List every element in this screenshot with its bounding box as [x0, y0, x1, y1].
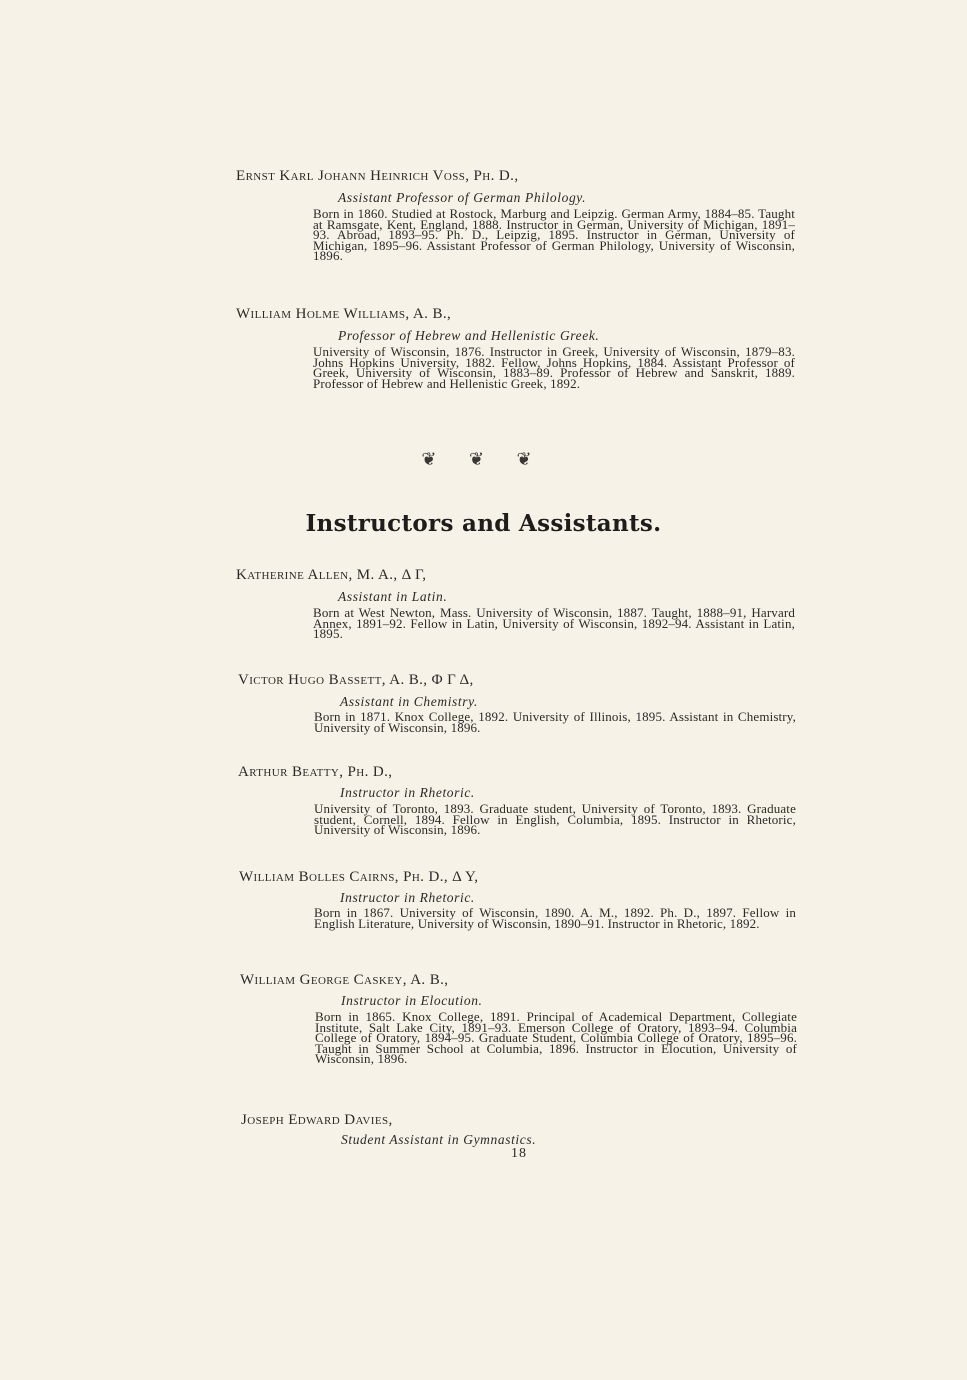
entry-bio: University of Wisconsin, 1876. Instructor in Greek, University of Wisconsin, 1879–83. Johns Hopkins University, 1882. Fellow, Johns Hopkins, 1884. Assistant Professor of Greek, University of Wisconsin, 1883–89. Professor of Hebrew and Sanskrit, 1889. Professor of Hebrew and Hellenistic Greek, 1892. [313, 344, 795, 391]
entry-name: Katherine Allen, M. A., Δ Γ, [236, 567, 427, 583]
entry-bio: Born in 1871. Knox College, 1892. University of Illinois, 1895. Assistant in Chemistry, University of Wisconsin, 1896. [314, 709, 796, 735]
entry-title: Instructor in Rhetoric. [340, 890, 475, 905]
entry-title: Student Assistant in Gymnastics. [341, 1132, 537, 1147]
entry-title: Assistant in Chemistry. [340, 694, 478, 709]
page-number: 18 [511, 1146, 527, 1161]
entry-name: William George Caskey, A. B., [240, 972, 449, 988]
entry-bio: Born at West Newton, Mass. University of Wisconsin, 1887. Taught, 1888–91, Harvard Annex, 1891–92. Fellow in Latin, University of Wisconsin, 1892–94. Assistant in Latin, 1895. [313, 605, 795, 642]
entry-name: Joseph Edward Davies, [241, 1112, 393, 1128]
entry-name: William Holme Williams, A. B., [236, 306, 452, 322]
entry-title: Professor of Hebrew and Hellenistic Greek. [338, 328, 600, 343]
entry-title: Assistant in Latin. [338, 589, 448, 604]
entry-name: William Bolles Cairns, Ph. D., Δ Υ, [239, 869, 479, 885]
entry-title: Assistant Professor of German Philology. [338, 190, 587, 205]
entry-bio: Born in 1860. Studied at Rostock, Marburg and Leipzig. German Army, 1884–85. Taught at Ramsgate, Kent, England, 1888. Instructor in German, University of Michigan, 1891–93. Abroad, 1893–95. Ph. D., Leipzig, 1895. Instructor in German, University of Michigan, 1895–96. Assistant Professor of German Philology, University of Wisconsin, 1896. [313, 206, 795, 264]
entry-bio: University of Toronto, 1893. Graduate student, University of Toronto, 1893. Graduate student, Cornell, 1894. Fellow in English, Columbia, 1895. Instructor in Rhetoric, University of Wisconsin, 1896. [314, 801, 796, 838]
entry-title: Instructor in Rhetoric. [340, 785, 475, 800]
entry-title: Instructor in Elocution. [341, 993, 483, 1008]
entry-bio: Born in 1867. University of Wisconsin, 1890. A. M., 1892. Ph. D., 1897. Fellow in English Literature, University of Wisconsin, 1890–91. Instructor in Rhetoric, 1892. [314, 905, 796, 931]
entry-name: Arthur Beatty, Ph. D., [238, 764, 393, 780]
entry-name: Victor Hugo Bassett, A. B., Φ Γ Δ, [238, 672, 474, 688]
section-ornament: ❦ ❦ ❦ [421, 449, 546, 469]
section-heading: Instructors and Assistants. [305, 510, 662, 537]
entry-bio: Born in 1865. Knox College, 1891. Principal of Academical Department, Collegiate Institute, Salt Lake City, 1891–93. Emerson College of Oratory, 1893–94. Columbia College of Oratory, 1894–95. Graduate Student, Columbia College of Oratory, 1895–96. Taught in Summer School at Columbia, 1896. Instructor in Elocution, University of Wisconsin, 1896. [315, 1009, 797, 1067]
entry-name: Ernst Karl Johann Heinrich Voss, Ph. D., [236, 168, 519, 184]
